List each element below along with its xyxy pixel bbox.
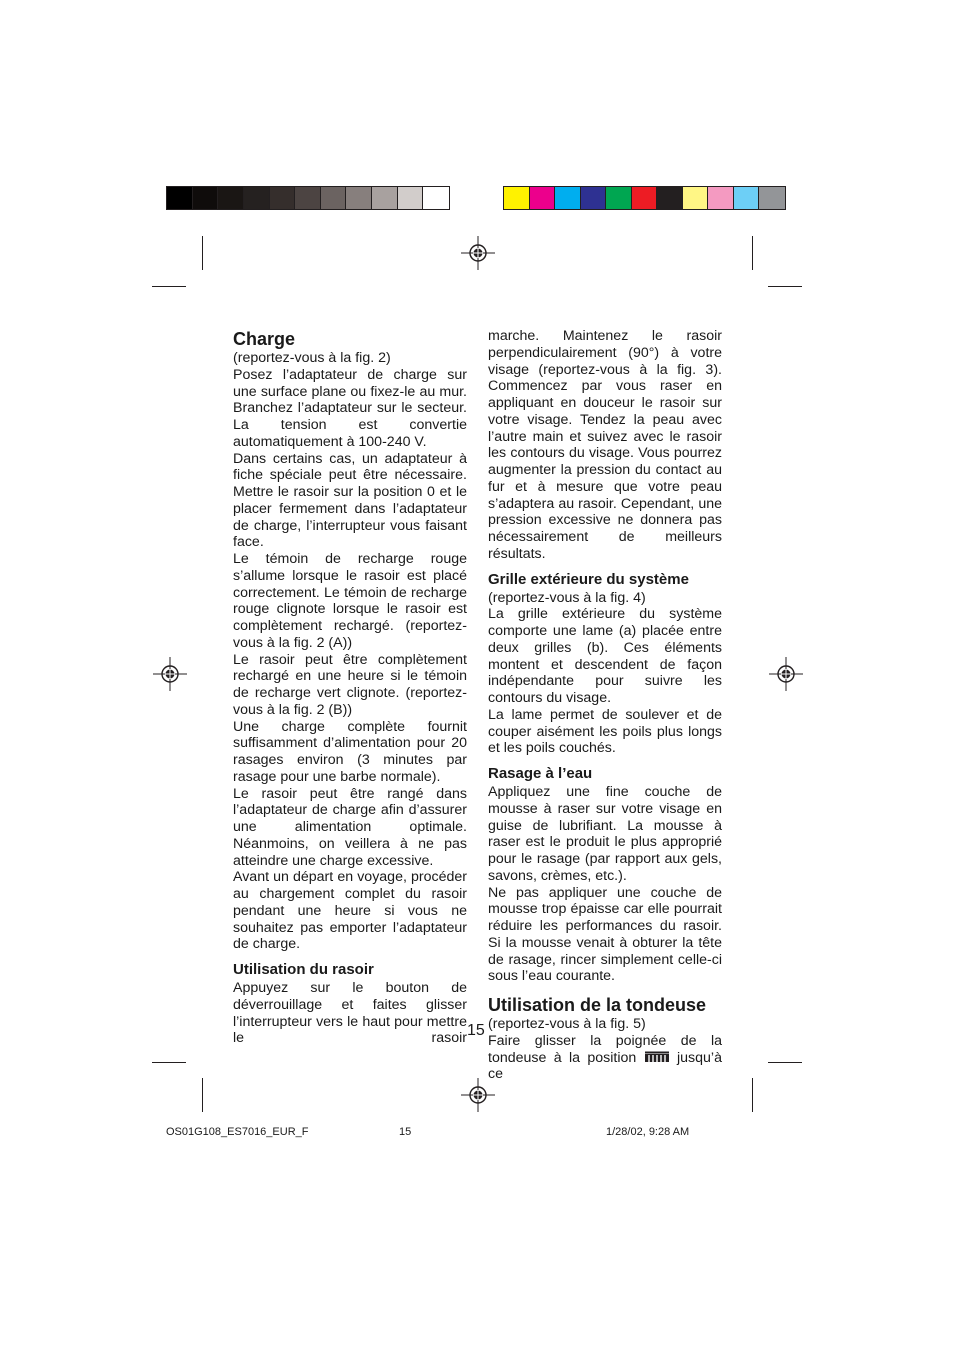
paragraph: Le témoin de recharge rouge s’allume lorsque le rasoir est placé correctement. Le témoin de recharge rouge clignote lorsque le rasoir est complètement rechargé. (reportez-vous à la fig. 2 (A)) [233, 551, 467, 651]
registration-mark-icon [461, 1078, 495, 1112]
crop-mark [202, 1078, 203, 1112]
crop-mark [768, 1062, 802, 1063]
color-swatch [708, 187, 734, 209]
paragraph: Une charge complète fournit suffisamment d’alimentation pour 20 rasages environ (3 minutes par rasage pour une barbe normale). [233, 718, 467, 785]
page-number: 15 [467, 1022, 485, 1039]
color-swatch [346, 187, 372, 209]
paragraph: Posez l’adaptateur de charge sur une surface plane ou fixez-le au mur. Branchez l’adaptateur sur le secteur. La tension est convertie automatiquement à 100-240 V. [233, 366, 467, 450]
color-swatch [167, 187, 193, 209]
color-swatch [734, 187, 760, 209]
paragraph: La lame permet de soulever et de couper aisément les poils plus longs et les poils couchés. [488, 706, 722, 757]
paragraph: Appliquez une fine couche de mousse à raser sur votre visage en guise de lubrifiant. La mousse à raser est le produit le plus approprié pour le rasage (par rapport aux gels, savons, crèmes, etc.). [488, 784, 722, 884]
color-swatch [632, 187, 658, 209]
color-swatch [423, 187, 449, 209]
color-swatch [295, 187, 321, 209]
section-heading-foil: Grille extérieure du système [488, 570, 689, 588]
section-heading-wet-shaving: Rasage à l’eau [488, 765, 593, 782]
paragraph: Appuyez sur le bouton de déverrouillage et faites glisser l’interrupteur vers le haut pour mettre le rasoir [233, 980, 467, 1047]
figure-reference: (reportez-vous à la fig. 2) [233, 350, 391, 366]
paragraph [488, 1033, 722, 1083]
process-color-bar [503, 186, 786, 210]
section-heading-shaver-use: Utilisation du rasoir [233, 961, 374, 978]
color-swatch [581, 187, 607, 209]
paragraph: La grille extérieure du système comporte une lame (a) placée entre deux grilles (b). Ces éléments montent et descendent de façon indépendante pour suivre les contours du visage. [488, 606, 722, 706]
color-swatch [270, 187, 296, 209]
color-swatch [193, 187, 219, 209]
paragraph: Avant un départ en voyage, procéder au chargement complet du rasoir pendant une heure si vous ne souhaitez pas emporter l’adaptateur de charge. [233, 869, 467, 953]
section-heading-charge: Charge [233, 329, 296, 349]
footer-page: 15 [399, 1126, 412, 1138]
color-swatch [530, 187, 556, 209]
color-swatch [321, 187, 347, 209]
color-swatch [683, 187, 709, 209]
color-swatch [759, 187, 785, 209]
crop-mark [768, 286, 802, 287]
color-swatch [398, 187, 424, 209]
footer-datetime: 1/28/02, 9:28 AM [606, 1126, 690, 1138]
crop-mark [152, 1062, 186, 1063]
color-swatch [657, 187, 683, 209]
section-heading-trimmer: Utilisation de la tondeuse [488, 995, 707, 1015]
color-swatch [218, 187, 244, 209]
left-column [233, 328, 467, 1047]
crop-mark [752, 1078, 753, 1112]
paragraph: Dans certains cas, un adaptateur à fiche spéciale peut être nécessaire. Mettre le rasoir sur la position 0 et le placer fermement dans l’adaptateur de charge, l’interrupteur vous faisant face. [233, 450, 467, 551]
trimmer-position-icon [644, 1051, 670, 1063]
registration-mark-icon [769, 657, 803, 691]
right-column [488, 328, 722, 1083]
grayscale-color-bar [166, 186, 450, 210]
paragraph: Le rasoir peut être rangé dans l’adaptateur de charge afin d’assurer une alimentation optimale. Néanmoins, on veillera à ne pas atteindre une charge excessive. [233, 785, 467, 869]
paragraph: Ne pas appliquer une couche de mousse trop épaisse car elle pourrait réduire les performances du rasoir. Si la mousse venait à obturer la tête de rasage, rincer simplement celle-ci sous l’eau courante. [488, 884, 722, 985]
paragraph-text: jusqu’à ce [488, 1049, 722, 1083]
footer-file-name: OS01G108_ES7016_EUR_F [166, 1126, 309, 1138]
paragraph: marche. Maintenez le rasoir perpendiculairement (90°) à votre visage (reportez-vous à la fig. 3). Commencez par vous raser en appliquant en douceur le rasoir sur votre visage. Tendez la peau avec l’autre main et suivez avec le rasoir les contours du visage. Vous pourrez augmenter la pression du contact au fur et à mesure que votre peau s’adaptera au rasoir. Cependant, une pression excessive ne donnera pas nécessairement de meilleurs résultats. [488, 328, 722, 562]
crop-mark [752, 236, 753, 270]
paragraph-text: Faire glisser la poignée de la tondeuse à la position [488, 1032, 722, 1066]
color-swatch [372, 187, 398, 209]
color-swatch [504, 187, 530, 209]
crop-mark [152, 286, 186, 287]
figure-reference: (reportez-vous à la fig. 5) [488, 1016, 646, 1032]
color-swatch [606, 187, 632, 209]
figure-reference: (reportez-vous à la fig. 4) [488, 589, 646, 606]
registration-mark-icon [153, 657, 187, 691]
crop-mark [202, 236, 203, 270]
color-swatch [244, 187, 270, 209]
color-swatch [555, 187, 581, 209]
paragraph: Le rasoir peut être complètement rechargé en une heure si le témoin de recharge vert clignote. (reportez-vous à la fig. 2 (B)) [233, 651, 467, 718]
registration-mark-icon [461, 236, 495, 270]
